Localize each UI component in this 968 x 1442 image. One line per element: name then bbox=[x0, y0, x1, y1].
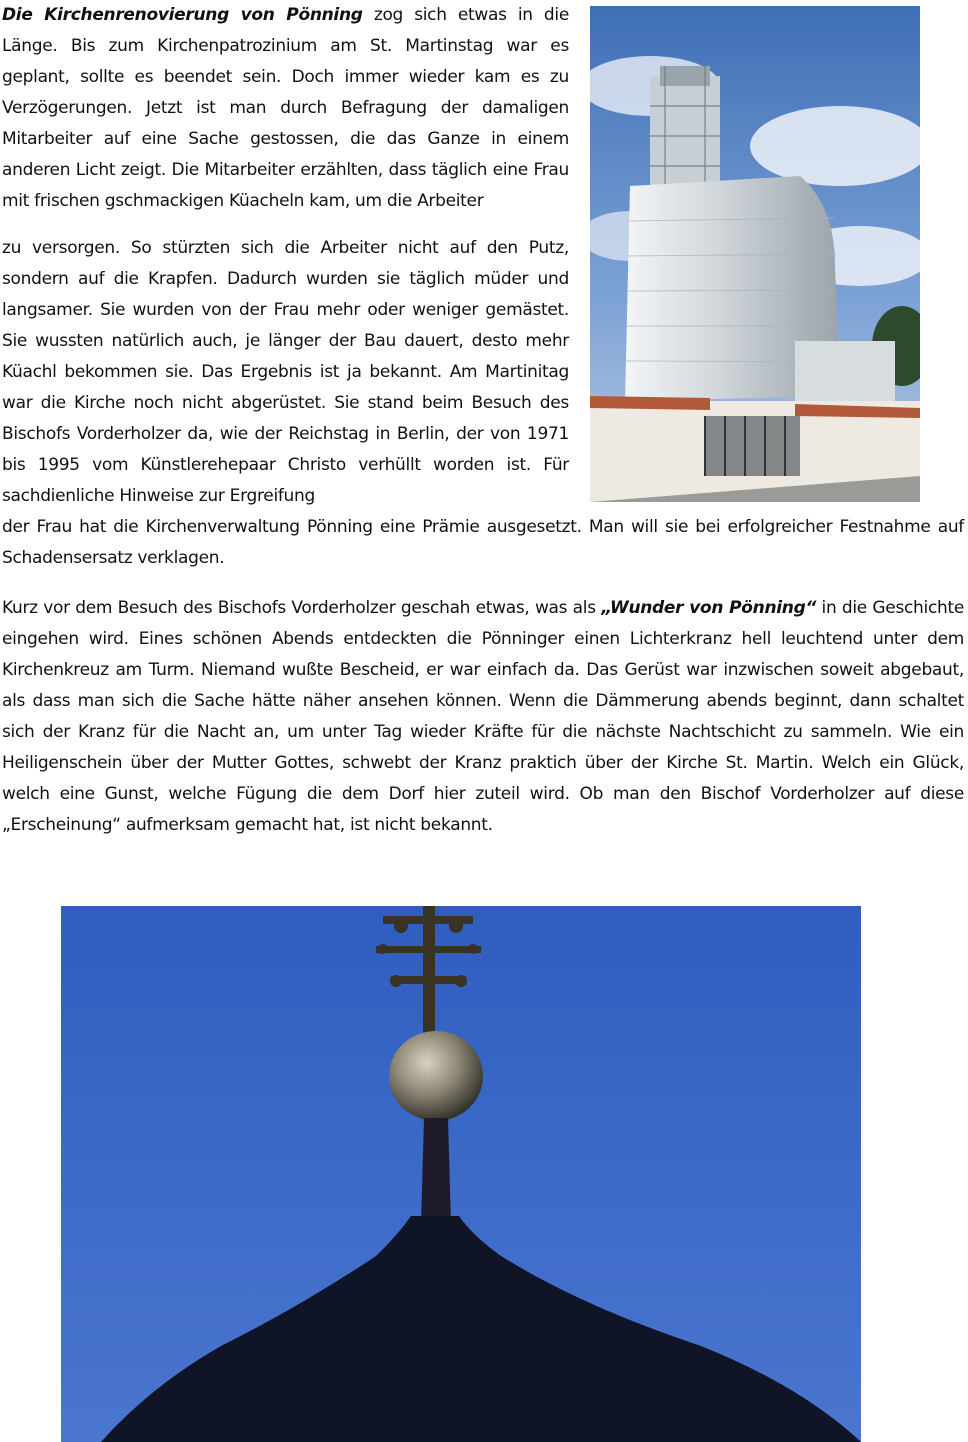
paragraph-1-text-a: zog sich etwas in die Länge. Bis zum Kirchenpatrozinium am St. Martinstag war es geplant, sollte es beendet sein. Doch immer wieder kam es zu Verzögerungen. Jetzt ist man durch Befragung der damaligen Mitarbeiter auf eine Sache gestossen, die das Ganze in einem anderen Licht zeigt. Die Mitarbeiter erzählten, dass täglich eine Frau mit frischen gschmackigen Küacheln kam, um die Arbeiter bbox=[2, 5, 570, 211]
article-title: Die Kirchenrenovierung von Pönning bbox=[2, 5, 363, 25]
paragraph-2-text-rest: in die Geschichte eingehen wird. Eines schönen Abends entdeckten die Pönninger einen Lichterkranz hell leuchtend unter dem Kirchenkreuz am Turm. Niemand wußte Bescheid, er war einfach da. Das Gerüst war inzwischen soweit abgebaut, als dass man sich die Sache hätte näher ansehen können. Wenn die Dämmerung abends beginnt, dann schaltet sich der Kranz für die Nacht an, um unter Tag wieder Kräfte für die nächste Nachtschicht zu sammeln. Wie ein Heiligenschein über der Mutter Gottes, schwebt der Kranz praktich über der Kirche St. Martin. Welch ein Glück, welch eine Gunst, welche Fügung die dem Dorf hier zuteil wird. Ob man den Bischof Vorderholzer auf diese „Erscheinung“ aufmerksam gemacht hat, ist nicht bekannt. bbox=[2, 598, 964, 835]
paragraph-2 bbox=[2, 593, 964, 841]
paragraph-1-part-a bbox=[2, 0, 569, 217]
wunder-highlight: „Wunder von Pönning“ bbox=[601, 598, 817, 618]
paragraph-1-part-b: zu versorgen. So stürzten sich die Arbeiter nicht auf den Putz, sondern auf die Krapfen. Dadurch wurden sie täglich müder und langsamer. Sie wurden von der Frau mehr oder weniger gemästet. Sie wussten natürlich auch, je länger der Bau dauert, desto mehr Küachl bekommen sie. Das Ergebnis ist ja bekannt. Am Martinitag war die Kirche noch nicht abgerüstet. Sie stand beim Besuch des Bischofs Vorderholzer da, wie der Reichstag in Berlin, der von 1971 bis 1995 vom Künstlerehepaar Christo verhüllt worden ist. Für sachdienliche Hinweise zur Ergreifung bbox=[2, 238, 569, 506]
onion-dome-lights-photo bbox=[61, 906, 861, 1442]
paragraph-2-text-start: Kurz vor dem Besuch des Bischofs Vorderholzer geschah etwas, was als bbox=[2, 598, 602, 618]
paragraph-1-part-c: der Frau hat die Kirchenverwaltung Pönning eine Prämie ausgesetzt. Man will sie bei erfolgreicher Festnahme auf Schadensersatz verklagen. bbox=[2, 517, 964, 568]
church-scaffolding-photo bbox=[590, 6, 920, 502]
